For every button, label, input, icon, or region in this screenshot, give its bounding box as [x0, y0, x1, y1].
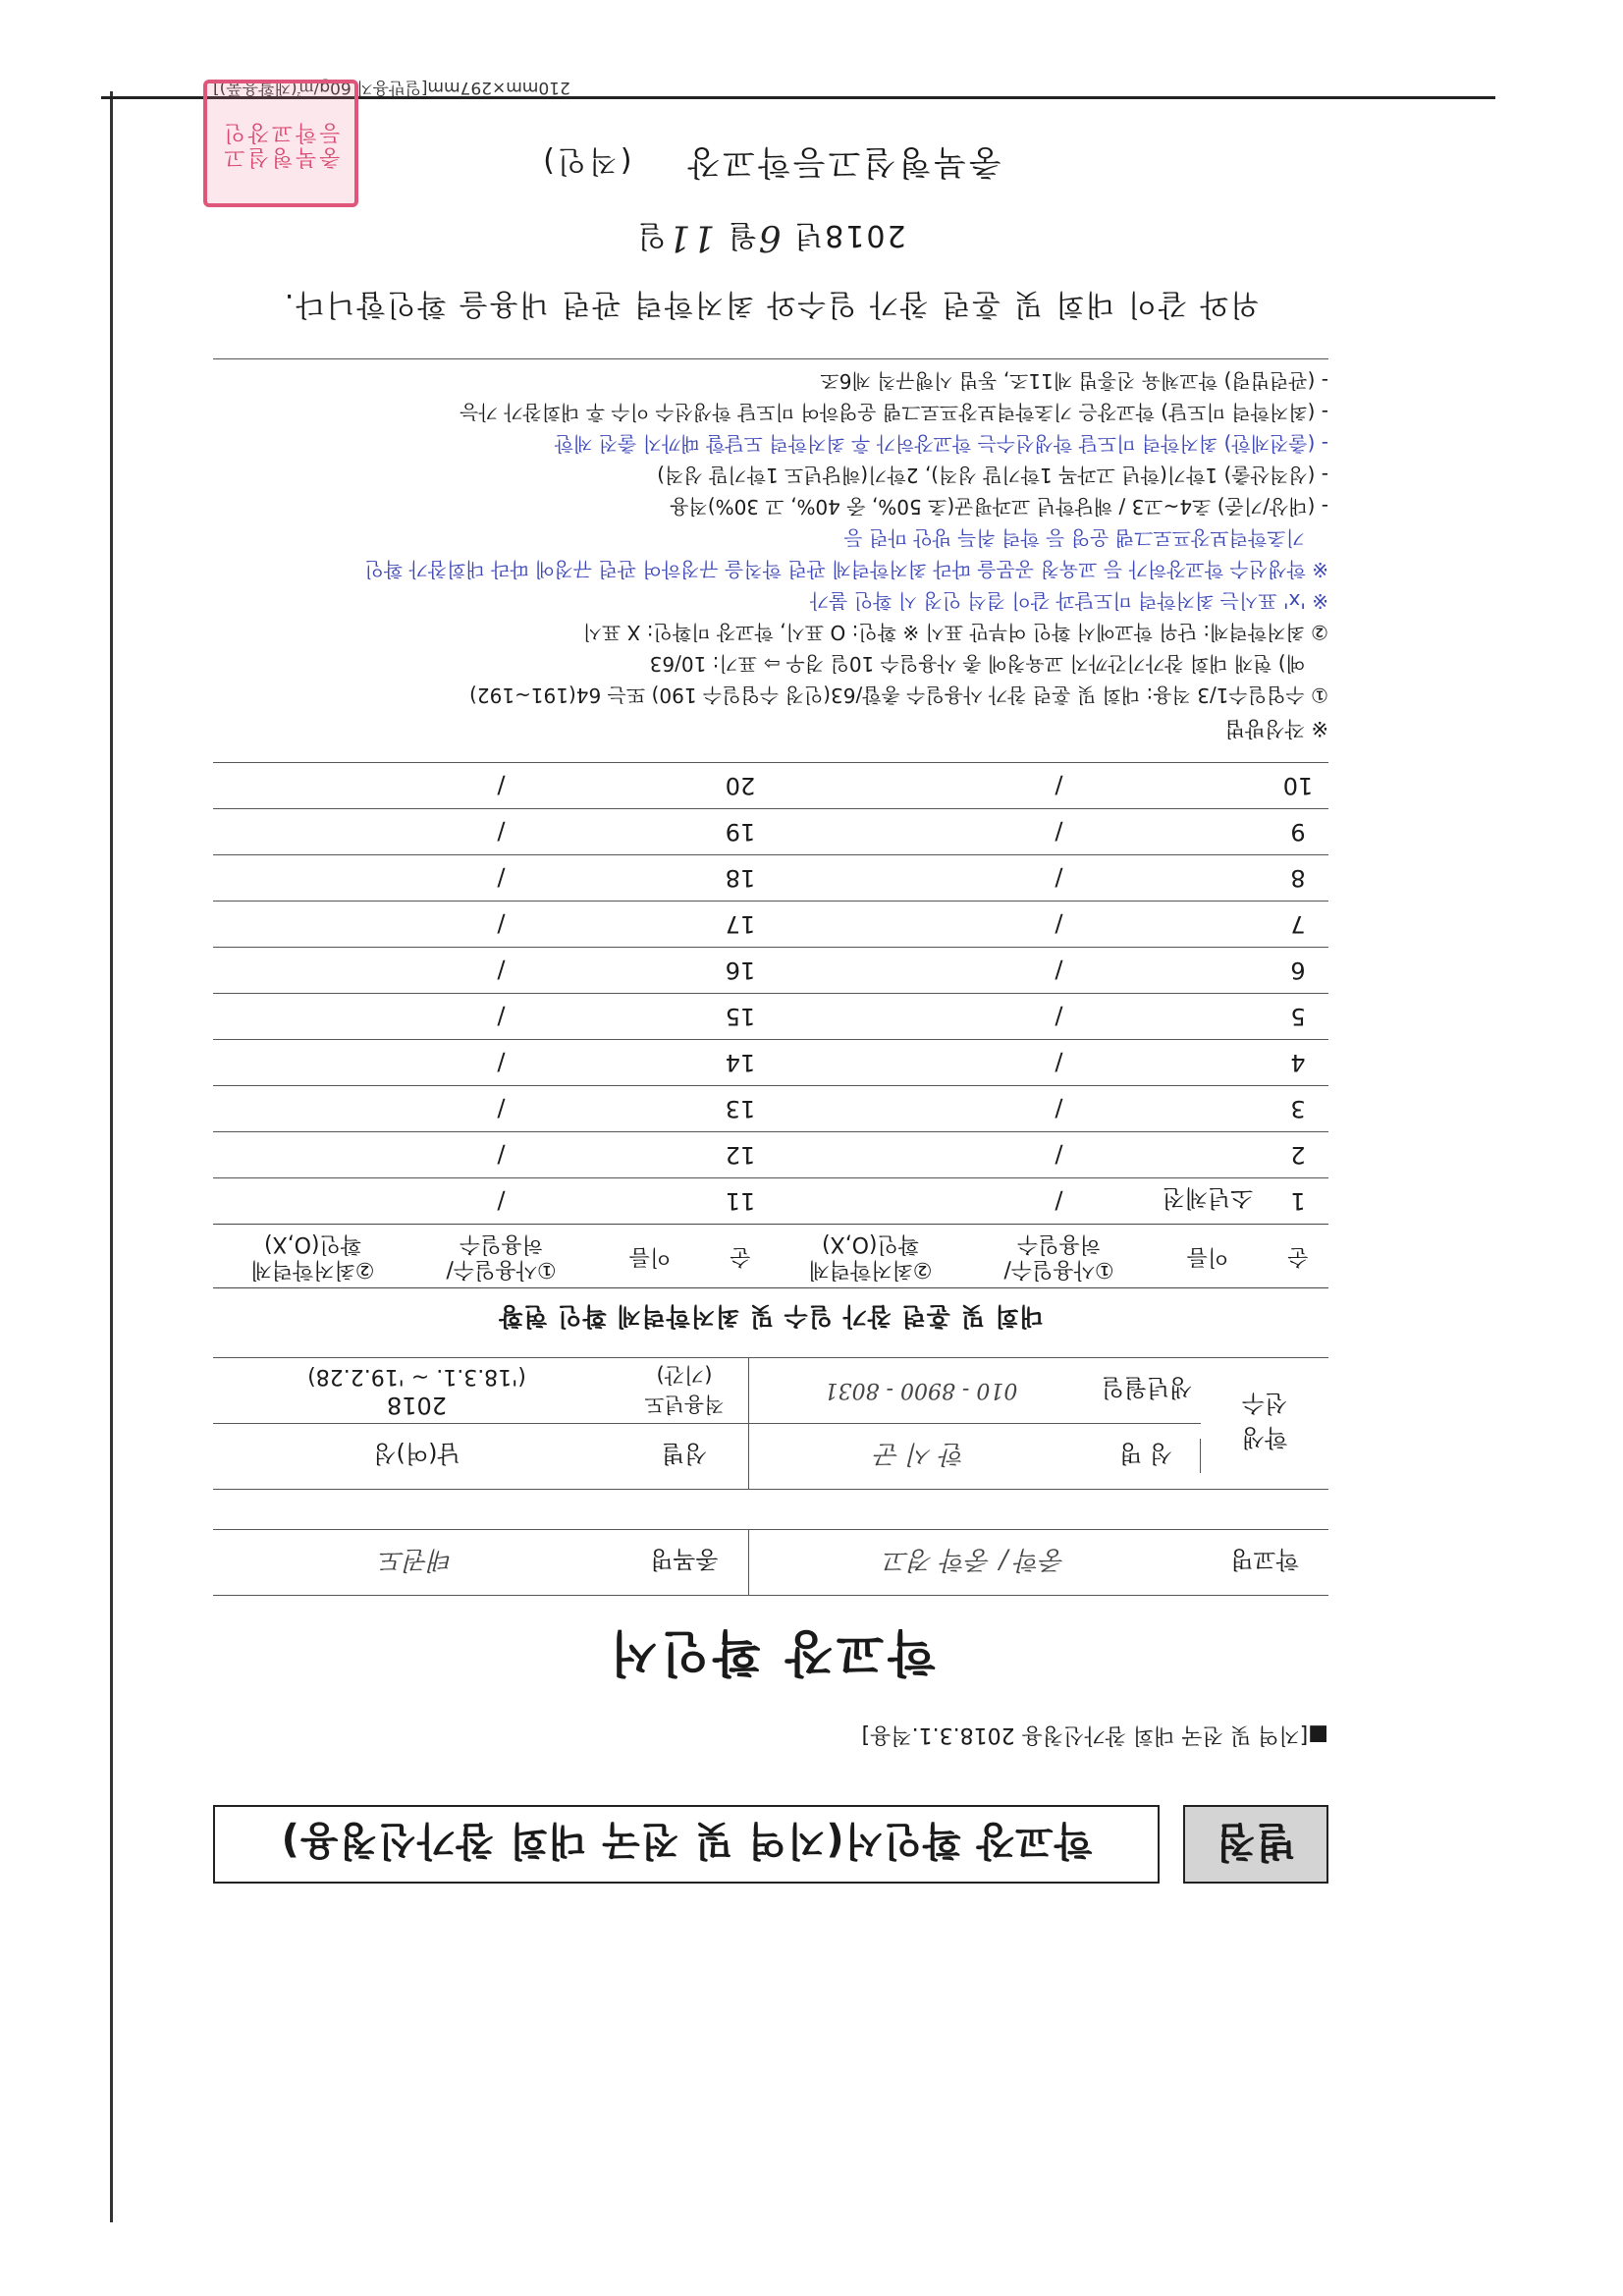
seal-text: 충북형설고 등학교장인 [221, 120, 341, 169]
table-row [213, 902, 1328, 948]
note-5: - (대상/기준) 초4~고3 / 해당학년 교과평균(초 50%, 중 40%, 고 30%)적용 [670, 495, 1328, 519]
form-title: 학교장 확인서(지역 및 전국 대회 참가신청용) [213, 1805, 1160, 1884]
col-no: 순 [1268, 1225, 1328, 1288]
date-year: 2018 [823, 218, 906, 253]
row-no: 17 [710, 902, 771, 948]
table-row [213, 763, 1328, 809]
row-check [771, 994, 970, 1040]
row-name [590, 763, 710, 809]
year-label: 적용년도 (기간) [621, 1358, 749, 1424]
student-label: 학생 선수 [1201, 1358, 1328, 1490]
period-value: ('18.3.1. ~ '19.2.28) [307, 1363, 526, 1389]
col-no-2: 순 [710, 1225, 771, 1288]
row-check [213, 1040, 412, 1086]
note-1-example: 예) 현재 대회 참가기간까지 교육청에 총 사용일수 10일 경우 ⇨ 표기: 10/63 [649, 652, 1305, 677]
dob-value: 010 - 8900 - 8031 [824, 1378, 1018, 1403]
note-7: - (출전제한) 최저학력 미도달 학생선수는 학교장허가 후 최저학력 도달할 때까지 출전 제한 [554, 432, 1328, 457]
row-check [213, 1132, 412, 1178]
records-section-title: 대회 및 훈련 참가 일수 및 최저학력제 확인 현황 [498, 1302, 1044, 1331]
table-row [213, 1178, 1328, 1225]
date-day: 11 [666, 217, 716, 258]
row-days: / [970, 994, 1148, 1040]
row-days: / [412, 1040, 590, 1086]
note-8: - (최저학력 미도달) 학교장은 기초학력보장프로그램 운영하여 미도달 학생선수 이수 후 대회참가 가능 [460, 401, 1328, 425]
paper-size-note: 210mm×297mm[일반용지 60g/㎡(재활용품)] [213, 78, 570, 98]
row-name [590, 855, 710, 902]
event-label: 종목명 [621, 1530, 749, 1596]
dob-label: 생년월일 [1101, 1374, 1193, 1402]
row-check [213, 763, 412, 809]
row-name [1148, 809, 1268, 855]
row-days: / [412, 994, 590, 1040]
row-no: 16 [710, 948, 771, 994]
row-name [590, 1086, 710, 1132]
row-days: / [970, 1086, 1148, 1132]
row-no: 7 [1268, 902, 1328, 948]
table-row [213, 809, 1328, 855]
table-row [213, 1132, 1328, 1178]
row-days: / [970, 855, 1148, 902]
row-check [771, 1086, 970, 1132]
row-days: / [412, 855, 590, 902]
row-no: 6 [1268, 948, 1328, 994]
row-days: / [412, 1178, 590, 1225]
row-name [1148, 1040, 1268, 1086]
row-days: / [970, 809, 1148, 855]
row-name [1148, 1086, 1268, 1132]
row-name [1148, 855, 1268, 902]
row-check [213, 902, 412, 948]
name-value: 한 시 군 [875, 1439, 966, 1469]
col-days-2: ①사용일수/ 허용일수 [412, 1225, 590, 1288]
date-month-suffix: 월 [726, 218, 757, 253]
row-check [771, 1132, 970, 1178]
row-name [1148, 948, 1268, 994]
date-year-suffix: 년 [792, 218, 824, 253]
row-days: / [970, 1132, 1148, 1178]
table-row [213, 1040, 1328, 1086]
divider [213, 358, 1328, 359]
instructions-heading: ※ 작성방법 [1224, 717, 1328, 740]
row-days: / [412, 948, 590, 994]
records-body [213, 763, 1328, 1225]
row-no: 10 [1268, 763, 1328, 809]
row-name [590, 1040, 710, 1086]
principal-title: 충북형설고등학교장 [684, 142, 1001, 183]
row-check [771, 763, 970, 809]
school-label: 학교명 [1201, 1530, 1328, 1596]
note-1: ① 수업일수1/3 적용: 대회 및 훈련 참가 사용일수 총합/63(인정 수업일수 190) 또는 64(191~192) [469, 683, 1328, 708]
row-days: / [970, 1178, 1148, 1225]
row-no: 19 [710, 809, 771, 855]
table-row [213, 1086, 1328, 1132]
row-no: 12 [710, 1132, 771, 1178]
row-no: 3 [1268, 1086, 1328, 1132]
row-name [590, 948, 710, 994]
row-days: / [412, 902, 590, 948]
row-days: / [970, 902, 1148, 948]
row-no: 5 [1268, 994, 1328, 1040]
row-no: 18 [710, 855, 771, 902]
row-days: / [970, 763, 1148, 809]
note-6: - (성적산출) 1학기(학년 고과목 1학기말 성적), 2학기(해당년도 1학기말 성적) [657, 464, 1328, 488]
row-name [590, 994, 710, 1040]
col-name: 이름 [1148, 1225, 1268, 1288]
row-days: / [970, 1040, 1148, 1086]
row-no: 11 [710, 1178, 771, 1225]
row-check [771, 1040, 970, 1086]
row-name: 소년체전 [1148, 1178, 1268, 1225]
official-seal [203, 80, 358, 207]
school-value: 중학 / 중학 경고 [749, 1530, 1202, 1596]
row-name [1148, 902, 1268, 948]
date-month: 6 [756, 217, 782, 258]
row-name [590, 902, 710, 948]
stamp-label: (직인) [540, 143, 632, 179]
row-name [590, 1178, 710, 1225]
issue-date [213, 217, 1328, 260]
row-check [213, 948, 412, 994]
student-info-table [213, 1357, 1328, 1596]
col-days: ①사용일수/ 허용일수 [970, 1225, 1148, 1288]
row-no: 8 [1268, 855, 1328, 902]
gender-value: 남(여)성 [213, 1424, 621, 1490]
row-check [213, 994, 412, 1040]
year-value: 2018 [386, 1391, 448, 1419]
row-check [771, 1178, 970, 1225]
event-value: 태권도 [213, 1530, 621, 1596]
note-4: ※ 학생선수 학교장허가 등 교육청 공문을 따라 최저학력제 관련 학칙을 규정하여 관련 규정에 따라 대회참가 확인 [364, 558, 1328, 582]
row-check [213, 855, 412, 902]
main-title: 학교장 확인서 [606, 1624, 936, 1681]
row-no: 13 [710, 1086, 771, 1132]
table-row [213, 855, 1328, 902]
note-4-detail: 기초학력보장프로그램 운영 등 학력 취득 방안 마련 등 [843, 526, 1305, 551]
row-check [771, 902, 970, 948]
attachment-badge: 별첨 [1183, 1805, 1328, 1884]
confirmation-text: 위와 같이 대회 및 훈련 참가 일수와 최저학력 관련 내용을 확인합니다. [282, 287, 1260, 322]
row-check [213, 1178, 412, 1225]
row-days: / [412, 763, 590, 809]
name-label: 성 명 [1092, 1440, 1201, 1474]
row-check [771, 948, 970, 994]
row-name [590, 809, 710, 855]
row-no: 14 [710, 1040, 771, 1086]
note-2: ② 최저학력제: 단위 학교에서 확인 여부만 표시 ※ 확인: O 표시, 학교장 미확인: X 표시 [582, 621, 1328, 645]
row-name [590, 1132, 710, 1178]
note-9: - (관련법령) 학교체육 진흥법 제11조, 동법 시행규칙 제6조 [820, 369, 1328, 394]
gender-label: 성별 [621, 1424, 749, 1490]
row-no: 4 [1268, 1040, 1328, 1086]
confirmation-form [213, 78, 1328, 1884]
col-check-2: ②최저학력제 확인(O,X) [213, 1225, 412, 1288]
applied-standard: ■[지역 및 전국 대회 참가신청용 2018.3.1.적용] [861, 1722, 1328, 1747]
principal-line [213, 120, 1328, 190]
row-no: 20 [710, 763, 771, 809]
form-header [213, 1805, 1328, 1884]
row-no: 2 [1268, 1132, 1328, 1178]
row-days: / [970, 948, 1148, 994]
records-table [213, 762, 1328, 1288]
row-no: 9 [1268, 809, 1328, 855]
row-check [213, 1086, 412, 1132]
row-no: 15 [710, 994, 771, 1040]
row-name [1148, 763, 1268, 809]
row-name [1148, 994, 1268, 1040]
row-days: / [412, 1086, 590, 1132]
row-check [213, 809, 412, 855]
row-check [771, 809, 970, 855]
row-days: / [412, 809, 590, 855]
table-row [213, 948, 1328, 994]
row-days: / [412, 1132, 590, 1178]
row-check [771, 855, 970, 902]
col-name-2: 이름 [590, 1225, 710, 1288]
date-day-suffix: 일 [635, 218, 667, 253]
col-check: ②최저학력제 확인(O,X) [771, 1225, 970, 1288]
table-row [213, 994, 1328, 1040]
page-edge-right [110, 91, 113, 2222]
instructions [213, 365, 1328, 744]
row-no: 1 [1268, 1178, 1328, 1225]
note-3: ※ 'x' 표시는 최저학력 미도달과 같이 결석 인정 시 확인 불가 [809, 589, 1328, 614]
row-name [1148, 1132, 1268, 1178]
